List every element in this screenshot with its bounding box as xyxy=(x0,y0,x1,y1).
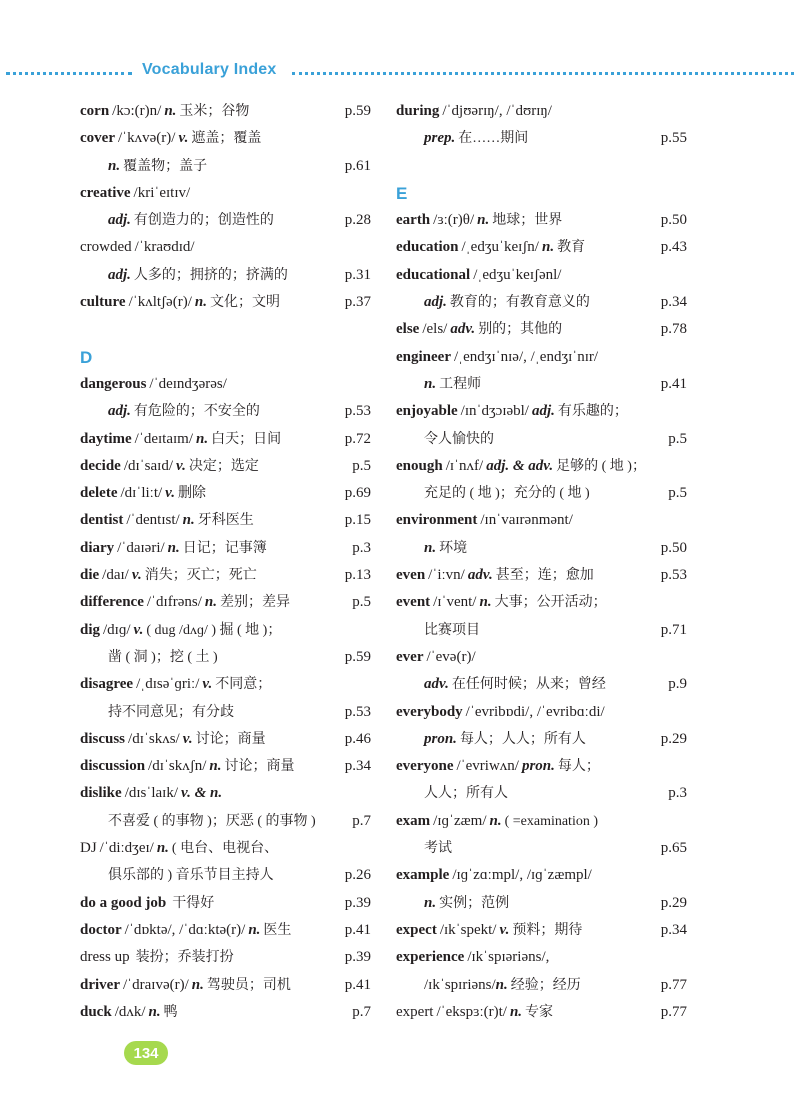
part-of-speech: n. xyxy=(108,157,121,174)
vocab-entry xyxy=(396,262,687,289)
part-of-speech: adv. xyxy=(424,676,449,693)
vocab-entry xyxy=(396,699,687,726)
page-reference: p.26 xyxy=(344,867,371,884)
page-reference: p.77 xyxy=(660,976,687,993)
definition: 文化；文明 xyxy=(209,295,280,311)
part-of-speech: adj. xyxy=(108,212,131,229)
page-reference: p.46 xyxy=(344,730,371,747)
headword: exam xyxy=(396,812,431,829)
entry-continuation xyxy=(396,617,687,644)
part-of-speech: n. xyxy=(479,594,492,611)
phonetic: /ˌedʒuˈkeɪʃn/ xyxy=(461,239,539,256)
page-reference: p.61 xyxy=(344,157,371,174)
phonetic: /ɜː(r)θ/ xyxy=(433,212,475,229)
phonetic: /dɪˈskʌʃn/ xyxy=(148,758,207,775)
definition: 驾驶员；司机 xyxy=(206,977,291,993)
part-of-speech: n. xyxy=(209,758,222,775)
vocab-entry xyxy=(80,480,371,507)
definition: 消失；灭亡；死亡 xyxy=(144,568,257,584)
headword: crowded xyxy=(80,239,132,256)
part-of-speech: n. xyxy=(191,976,204,993)
definition: 预料；期待 xyxy=(512,922,583,938)
section-title: Vocabulary Index xyxy=(142,61,277,78)
vocab-entry xyxy=(80,589,371,616)
phonetic: /ˈevriwʌn/ xyxy=(456,758,519,775)
definition: 环境 xyxy=(439,540,468,556)
definition: 鸭 xyxy=(163,1004,178,1020)
vocab-entry xyxy=(80,125,371,152)
definition: 覆盖物；盖子 xyxy=(123,158,208,174)
part-of-speech: v. xyxy=(165,485,176,502)
vocab-entry xyxy=(396,808,687,835)
page-reference: p.41 xyxy=(344,921,371,938)
page-reference: p.78 xyxy=(660,321,687,338)
phonetic: /ɪˈvent/ xyxy=(433,594,477,611)
headword: ever xyxy=(396,648,424,665)
headword: disagree xyxy=(80,676,134,693)
definition: 在任何时候；从来；曾经 xyxy=(451,677,606,693)
phonetic: /ɪɡˈzɑːmpl/, /ɪɡˈzæmpl/ xyxy=(452,867,592,884)
definition: 玉米；谷物 xyxy=(179,104,250,119)
letter-heading xyxy=(396,180,687,207)
entry-continuation xyxy=(396,780,687,807)
definition: 考试 xyxy=(424,841,452,857)
entry-continuation xyxy=(80,398,371,425)
definition: 人人；所有人 xyxy=(424,786,508,802)
part-of-speech: prep. xyxy=(424,130,456,147)
definition: 装扮；乔装打扮 xyxy=(135,950,234,966)
section-letter: D xyxy=(80,347,93,367)
headword: even xyxy=(396,567,426,584)
entry-continuation xyxy=(396,426,687,453)
phonetic: /ˈkʌvə(r)/ xyxy=(117,130,176,147)
entry-continuation xyxy=(396,289,687,316)
definition: ( dug /dʌɡ/ ) 掘 ( 地 )； xyxy=(146,622,282,638)
headword: earth xyxy=(396,212,431,229)
part-of-speech: pron. xyxy=(521,758,555,775)
page-reference: p.5 xyxy=(352,594,371,611)
part-of-speech: adv. xyxy=(450,321,476,338)
vocab-entry xyxy=(80,289,371,316)
phonetic: /ˈiːvn/ xyxy=(428,567,465,584)
vocab-entry xyxy=(396,207,687,234)
vocab-entry xyxy=(80,671,371,698)
phonetic: /ˈdjʊərɪŋ/, /ˈdʊrɪŋ/ xyxy=(442,103,552,119)
vocab-entry xyxy=(80,753,371,780)
spacer xyxy=(80,316,371,343)
headword: during xyxy=(396,103,440,119)
part-of-speech: adj. xyxy=(531,403,555,420)
entry-continuation xyxy=(80,644,371,671)
part-of-speech: pron. xyxy=(424,730,457,747)
vocab-entry xyxy=(80,726,371,753)
part-of-speech: n. xyxy=(477,212,490,229)
phonetic: /dɪˈskʌs/ xyxy=(128,730,180,747)
entry-continuation xyxy=(80,699,371,726)
definition: 足够的 ( 地 )； xyxy=(556,458,646,474)
phonetic: /ɪɡˈzæm/ xyxy=(433,812,487,829)
page-reference: p.72 xyxy=(344,430,371,447)
vocab-entry xyxy=(80,972,371,999)
headword: experience xyxy=(396,949,465,966)
definition: 凿 ( 洞 )；挖 ( 土 ) xyxy=(108,649,218,665)
vocab-entry xyxy=(396,644,687,671)
entry-continuation xyxy=(80,862,371,889)
vocab-entry xyxy=(80,917,371,944)
vocab-entry xyxy=(80,535,371,562)
headword: DJ xyxy=(80,840,97,857)
page-reference: p.53 xyxy=(660,567,687,584)
part-of-speech: v. xyxy=(499,921,510,938)
phonetic: /ɪkˈspɪəriəns/, xyxy=(467,949,550,966)
phonetic: /ˈdaɪəri/ xyxy=(117,539,165,556)
part-of-speech: adj. xyxy=(108,266,131,283)
definition: 别的；其他的 xyxy=(478,322,563,338)
definition: 有乐趣的； xyxy=(557,404,628,420)
headword: educational xyxy=(396,266,471,283)
phonetic: /ˈdiːdʒeɪ/ xyxy=(99,840,154,857)
page-header xyxy=(0,58,800,88)
phonetic: /ˌendʒɪˈnɪə/, /ˌendʒɪˈnɪr/ xyxy=(453,348,599,365)
left-column xyxy=(80,98,371,1026)
page-reference: p.43 xyxy=(660,239,687,256)
headword: dig xyxy=(80,621,101,638)
page-reference: p.71 xyxy=(660,621,687,638)
part-of-speech: n. xyxy=(204,594,217,611)
page-reference: p.34 xyxy=(344,758,371,775)
page-reference: p.53 xyxy=(344,703,371,720)
headword: doctor xyxy=(80,921,122,938)
part-of-speech: n. xyxy=(424,539,437,556)
entry-continuation xyxy=(80,207,371,234)
part-of-speech: n. xyxy=(495,976,508,993)
definition: 实例；范例 xyxy=(439,895,510,911)
page-reference: p.59 xyxy=(344,103,371,119)
page-reference: p.41 xyxy=(344,976,371,993)
definition: 每人； xyxy=(557,759,600,775)
page-reference: p.41 xyxy=(660,375,687,392)
vocab-entry xyxy=(396,562,687,589)
entry-continuation xyxy=(396,726,687,753)
headword: cover xyxy=(80,130,115,147)
page-reference: p.5 xyxy=(352,457,371,474)
definition: 地球；世界 xyxy=(492,213,563,229)
vocab-entry xyxy=(80,426,371,453)
page-reference: p.59 xyxy=(344,648,371,665)
part-of-speech: adv. xyxy=(467,567,493,584)
page-reference: p.39 xyxy=(344,894,371,911)
vocab-entry xyxy=(80,234,371,261)
definition: 不同意； xyxy=(215,677,272,693)
page-number-badge: 134 xyxy=(124,1041,168,1065)
definition: 专家 xyxy=(525,1004,554,1020)
entry-continuation xyxy=(396,835,687,862)
vocab-entry xyxy=(396,944,687,971)
headword: dislike xyxy=(80,785,122,802)
entry-continuation xyxy=(396,890,687,917)
header-dotted-rule-left xyxy=(6,72,132,75)
vocab-entry xyxy=(396,453,687,480)
vocab-entry xyxy=(396,507,687,534)
page-reference: p.15 xyxy=(344,512,371,529)
headword: daytime xyxy=(80,430,132,447)
headword: environment xyxy=(396,512,478,529)
part-of-speech: adj. & adv. xyxy=(486,457,554,474)
vocab-entry xyxy=(80,944,371,971)
definition: 讨论；商量 xyxy=(224,759,295,775)
page-reference: p.50 xyxy=(660,212,687,229)
definition: 经验；经历 xyxy=(510,977,581,993)
part-of-speech: n. xyxy=(424,375,437,392)
headword: culture xyxy=(80,294,126,311)
vocab-entry xyxy=(80,98,371,125)
headword: die xyxy=(80,567,100,584)
page-reference: p.28 xyxy=(344,212,371,229)
headword: corn xyxy=(80,103,110,119)
vocab-entry xyxy=(80,999,371,1026)
vocab-entry xyxy=(396,234,687,261)
entry-continuation xyxy=(396,535,687,562)
definition: 每人；人人；所有人 xyxy=(459,731,586,747)
definition: ( =examination ) xyxy=(504,813,598,829)
page-reference: p.34 xyxy=(660,294,687,311)
part-of-speech: n. xyxy=(156,840,169,857)
part-of-speech: n. xyxy=(182,512,195,529)
headword: dentist xyxy=(80,512,124,529)
headword: engineer xyxy=(396,348,451,365)
phonetic: /dɪsˈlaɪk/ xyxy=(124,785,179,802)
part-of-speech: n. xyxy=(248,921,261,938)
definition: 在……期间 xyxy=(458,131,529,147)
phonetic: /ˈevə(r)/ xyxy=(426,648,476,665)
entry-continuation xyxy=(396,480,687,507)
phonetic: /ˈevribɒdi/, /ˈevribɑːdi/ xyxy=(465,703,605,720)
headword: difference xyxy=(80,594,144,611)
part-of-speech: n. xyxy=(541,239,555,256)
part-of-speech: v. xyxy=(176,457,186,474)
definition: 不喜爱 ( 的事物 )；厌恶 ( 的事物 ) xyxy=(108,813,316,829)
header-dotted-rule-right xyxy=(292,72,794,75)
part-of-speech: n. xyxy=(424,894,437,911)
vocab-entry xyxy=(80,562,371,589)
vocab-entry xyxy=(80,780,371,807)
page-reference: p.50 xyxy=(660,539,687,556)
entry-continuation xyxy=(396,671,687,698)
page-reference: p.7 xyxy=(352,812,371,829)
definition: 令人愉快的 xyxy=(424,431,494,447)
vocab-entry xyxy=(396,999,687,1026)
part-of-speech: v. xyxy=(202,676,213,693)
page-reference: p.29 xyxy=(660,730,687,747)
headword: do a good job xyxy=(80,894,167,911)
page-reference: p.3 xyxy=(352,539,371,556)
part-of-speech: n. xyxy=(194,294,207,311)
phonetic: /ˈdentɪst/ xyxy=(126,512,180,529)
definition: 白天；日间 xyxy=(211,431,282,447)
headword: discuss xyxy=(80,730,126,747)
phonetic: /dʌk/ xyxy=(114,1003,146,1020)
page-reference: p.39 xyxy=(344,949,371,966)
vocab-entry xyxy=(396,753,687,780)
phonetic: /ɪkˈspɪriəns/ xyxy=(424,976,496,993)
entry-continuation xyxy=(80,808,371,835)
page-reference: p.13 xyxy=(344,567,371,584)
phonetic: /ˈkʌltʃə(r)/ xyxy=(128,294,192,311)
phonetic: /ˌedʒuˈkeɪʃənl/ xyxy=(473,266,562,283)
phonetic: /daɪ/ xyxy=(102,567,129,584)
headword: enough xyxy=(396,457,443,474)
entry-continuation xyxy=(396,125,687,152)
phonetic: /ˈdraɪvə(r)/ xyxy=(122,976,189,993)
definition: 教育 xyxy=(557,240,586,256)
section-letter: E xyxy=(396,183,408,203)
headword: dangerous xyxy=(80,375,147,392)
phonetic: /els/ xyxy=(422,321,448,338)
phonetic: /dɪˈliːt/ xyxy=(120,485,163,502)
phonetic: /dɪɡ/ xyxy=(103,621,131,638)
part-of-speech: n. xyxy=(167,539,180,556)
phonetic: /ˈdeɪtaɪm/ xyxy=(134,430,193,447)
headword: driver xyxy=(80,976,120,993)
definition: 干得好 xyxy=(172,895,215,911)
definition: 俱乐部的 ) 音乐节目主持人 xyxy=(108,868,274,884)
definition: 大事；公开活动； xyxy=(494,595,607,611)
part-of-speech: v. & n. xyxy=(181,785,223,802)
phonetic: /ɪˈnʌf/ xyxy=(445,457,484,474)
entry-continuation xyxy=(80,153,371,180)
entry-continuation xyxy=(80,262,371,289)
phonetic: /dɪˈsaɪd/ xyxy=(123,457,173,474)
phonetic: /ˈdɒktə/, /ˈdɑːktə(r)/ xyxy=(124,921,246,938)
headword: delete xyxy=(80,485,118,502)
part-of-speech: n. xyxy=(489,812,502,829)
right-column xyxy=(396,98,687,1026)
phonetic: /ˈdɪfrəns/ xyxy=(146,594,202,611)
vocab-entry xyxy=(396,344,687,371)
phonetic: /kɔ:(r)n/ xyxy=(112,103,162,119)
part-of-speech: adj. xyxy=(424,294,447,311)
page-reference: p.31 xyxy=(344,266,371,283)
part-of-speech: n. xyxy=(509,1003,523,1020)
headword: event xyxy=(396,594,431,611)
headword: decide xyxy=(80,457,121,474)
definition: 持不同意见；有分歧 xyxy=(108,704,234,720)
part-of-speech: n. xyxy=(164,103,177,119)
page-reference: p.9 xyxy=(668,676,687,693)
headword: duck xyxy=(80,1003,112,1020)
part-of-speech: v. xyxy=(178,130,189,147)
page-reference: p.29 xyxy=(660,894,687,911)
vocab-entry xyxy=(396,862,687,889)
definition: 人多的；拥挤的；挤满的 xyxy=(133,267,288,283)
page-reference: p.34 xyxy=(660,921,687,938)
part-of-speech: n. xyxy=(196,430,209,447)
headword: else xyxy=(396,321,420,338)
vocab-entry xyxy=(396,398,687,425)
definition: 日记；记事簿 xyxy=(182,540,267,556)
vocab-entry xyxy=(80,617,371,644)
phonetic: /ˌdɪsəˈɡriː/ xyxy=(136,676,200,693)
vocab-entry xyxy=(80,835,371,862)
vocab-entry xyxy=(396,589,687,616)
part-of-speech: v. xyxy=(131,567,142,584)
headword: diary xyxy=(80,539,115,556)
headword: everybody xyxy=(396,703,463,720)
page-reference: p.69 xyxy=(344,485,371,502)
headword: expect xyxy=(396,921,437,938)
entry-continuation xyxy=(396,371,687,398)
phonetic: /ɪnˈvaɪrənmənt/ xyxy=(480,512,573,529)
phonetic: /ɪkˈspekt/ xyxy=(439,921,497,938)
page-reference: p.77 xyxy=(660,1003,687,1020)
phonetic: /ˈdeɪndʒərəs/ xyxy=(149,375,227,392)
definition: ( 电台、电视台、 xyxy=(171,841,279,857)
headword: dress up xyxy=(80,949,130,966)
headword: everyone xyxy=(396,758,454,775)
page-reference: p.37 xyxy=(344,294,371,311)
headword: expert xyxy=(396,1003,434,1020)
part-of-speech: n. xyxy=(148,1003,161,1020)
spacer xyxy=(396,153,687,180)
letter-heading xyxy=(80,344,371,371)
vocab-entry xyxy=(80,507,371,534)
definition: 删除 xyxy=(178,486,207,502)
page-reference: p.65 xyxy=(660,840,687,857)
definition: 教育的；有教育意义的 xyxy=(449,295,590,311)
definition: 差别；差异 xyxy=(219,595,290,611)
vocab-entry xyxy=(80,890,371,917)
phonetic: /ˈkraʊdɪd/ xyxy=(134,239,195,256)
definition: 甚至；连；愈加 xyxy=(495,568,594,584)
definition: 决定；选定 xyxy=(188,458,259,474)
headword: example xyxy=(396,867,450,884)
part-of-speech: adj. xyxy=(108,403,131,420)
vocab-entry xyxy=(80,371,371,398)
definition: 比赛项目 xyxy=(424,622,480,638)
definition: 工程师 xyxy=(439,376,482,392)
vocab-entry xyxy=(396,316,687,343)
entry-continuation xyxy=(396,972,687,999)
definition: 遮盖；覆盖 xyxy=(191,131,262,147)
part-of-speech: v. xyxy=(182,730,193,747)
vocab-entry xyxy=(396,98,687,125)
headword: enjoyable xyxy=(396,403,458,420)
page-reference: p.53 xyxy=(344,403,371,420)
headword: discussion xyxy=(80,758,146,775)
definition: 医生 xyxy=(263,922,292,938)
phonetic: /kriˈeɪtɪv/ xyxy=(133,184,191,201)
page-reference: p.7 xyxy=(352,1003,371,1020)
vocab-entry xyxy=(80,180,371,207)
definition: 有创造力的；创造性的 xyxy=(133,213,274,229)
page-reference: p.3 xyxy=(668,785,687,802)
phonetic: /ɪnˈdʒɔɪəbl/ xyxy=(460,403,529,420)
definition: 讨论；商量 xyxy=(195,731,266,747)
page-reference: p.5 xyxy=(668,485,687,502)
headword: education xyxy=(396,239,459,256)
definition: 牙科医生 xyxy=(197,513,254,529)
vocab-entry xyxy=(396,917,687,944)
page-reference: p.5 xyxy=(668,430,687,447)
definition: 充足的 ( 地 )；充分的 ( 地 ) xyxy=(424,486,590,502)
phonetic: /ˈekspɜː(r)t/ xyxy=(436,1003,507,1020)
page-reference: p.55 xyxy=(660,130,687,147)
definition: 有危险的；不安全的 xyxy=(133,404,260,420)
part-of-speech: v. xyxy=(133,621,144,638)
vocab-entry xyxy=(80,453,371,480)
headword: creative xyxy=(80,184,131,201)
